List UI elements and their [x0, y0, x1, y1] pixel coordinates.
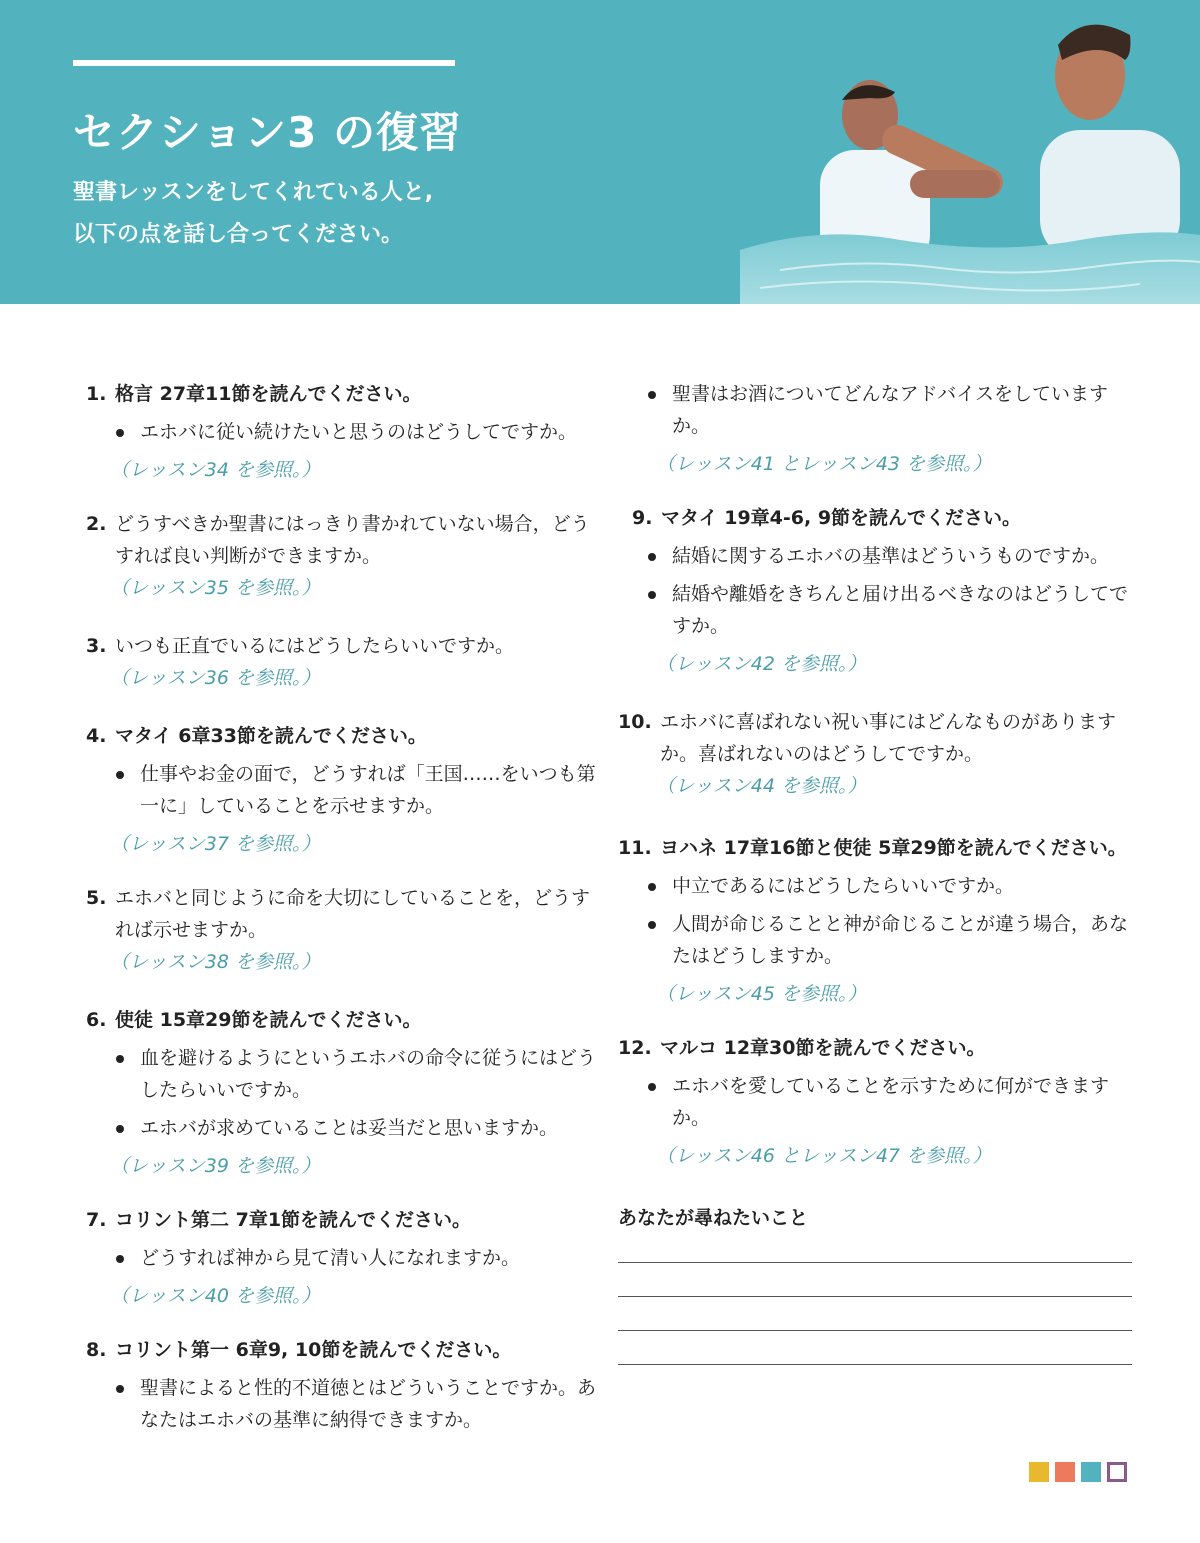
lesson-reference: （レッスン44 を参照。）: [656, 775, 867, 797]
bullet-dot-icon: [618, 870, 672, 902]
yellow-square-icon: [1029, 1462, 1049, 1482]
item-text: コリント第一 6章9, 10節を読んでください。: [115, 1339, 512, 1361]
bullet: 結婚や離婚をきちんと届け出るべきなのはどうしてですか。: [618, 578, 1138, 642]
bullet-dot-icon: [86, 758, 140, 822]
bullet-dot-icon: [618, 578, 672, 642]
review-item-10: [618, 706, 1138, 802]
lesson-reference: （レッスン34 を参照。）: [110, 459, 321, 481]
bullet-dot-icon: [618, 378, 672, 442]
review-item-8-continued: [618, 378, 1138, 480]
item-number: 1.: [86, 383, 107, 405]
lesson-reference: （レッスン38 を参照。）: [110, 951, 321, 973]
item-number: 8.: [86, 1339, 107, 1361]
review-item-11: [618, 832, 1138, 1010]
item-number: 5.: [86, 887, 107, 909]
lesson-reference: （レッスン37 を参照。）: [110, 833, 321, 855]
bullet: 中立であるにはどうしたらいいですか。: [618, 870, 1138, 902]
review-item-8: [86, 1334, 596, 1436]
answer-line[interactable]: [618, 1330, 1132, 1331]
item-number: 7.: [86, 1209, 107, 1231]
lesson-reference: （レッスン36 を参照。）: [110, 667, 321, 689]
bullet: 血を避けるようにというエホバの命令に従うにはどうしたらいいですか。: [86, 1042, 596, 1106]
review-item-2: [86, 508, 596, 604]
left-column: [86, 378, 596, 1442]
item-text: いつも正直でいるにはどうしたらいいですか。: [115, 635, 515, 657]
item-text: エホバに喜ばれない祝い事にはどんなものがありますか。喜ばれないのはどうしてですか。: [660, 711, 1117, 765]
bullet-dot-icon: [618, 540, 672, 572]
answer-line[interactable]: [618, 1364, 1132, 1365]
review-item-3: [86, 630, 596, 694]
item-number: 12.: [618, 1037, 652, 1059]
bullet-dot-icon: [618, 908, 672, 972]
bullet-dot-icon: [86, 1372, 140, 1436]
bullet: どうすれば神から見て清い人になれますか。: [86, 1242, 596, 1274]
subtitle-line-1: 聖書レッスンをしてくれている人と,: [73, 180, 434, 205]
lesson-reference: （レッスン39 を参照。）: [110, 1155, 321, 1177]
item-text: マタイ 6章33節を読んでください。: [115, 725, 427, 747]
header-banner: [0, 0, 1200, 304]
review-item-12: [618, 1032, 1138, 1172]
header-rule: [73, 60, 455, 66]
review-item-9: [618, 502, 1138, 680]
item-number: 6.: [86, 1009, 107, 1031]
purple-outline-square-icon: [1107, 1462, 1127, 1482]
item-text: マルコ 12章30節を読んでください。: [660, 1037, 986, 1059]
page-subtitle: [73, 172, 433, 256]
bullet: エホバを愛していることを示すために何ができますか。: [618, 1070, 1138, 1134]
bullet-dot-icon: [86, 1112, 140, 1144]
answer-line[interactable]: [618, 1296, 1132, 1297]
item-text: コリント第二 7章1節を読んでください。: [115, 1209, 472, 1231]
orange-square-icon: [1055, 1462, 1075, 1482]
item-number: 9.: [632, 507, 653, 529]
item-text: 使徒 15章29節を読んでください。: [115, 1009, 422, 1031]
review-item-6: [86, 1004, 596, 1182]
bullet: 聖書によると性的不道徳とはどういうことですか。あなたはエホバの基準に納得できますか。: [86, 1372, 596, 1436]
bullet: エホバが求めていることは妥当だと思いますか。: [86, 1112, 596, 1144]
item-text: エホバと同じように命を大切にしていることを，どうすれば示せますか。: [115, 887, 591, 941]
bullet-dot-icon: [86, 1242, 140, 1274]
page-title: セクション3 の復習: [73, 108, 463, 157]
item-number: 10.: [618, 711, 652, 733]
item-number: 2.: [86, 513, 107, 535]
bullet: エホバに従い続けたいと思うのはどうしてですか。: [86, 416, 596, 448]
subtitle-line-2: 以下の点を話し合ってください。: [73, 222, 404, 247]
lesson-reference: （レッスン45 を参照。）: [656, 983, 867, 1005]
bullet-dot-icon: [86, 1042, 140, 1106]
baptism-illustration: [740, 0, 1200, 304]
bullet: 結婚に関するエホバの基準はどういうものですか。: [618, 540, 1138, 572]
review-item-7: [86, 1204, 596, 1312]
lesson-reference: （レッスン46 とレッスン47 を参照。）: [656, 1145, 992, 1167]
bullet: 仕事やお金の面で，どうすれば「王国……をいつも第一に」していることを示せますか。: [86, 758, 596, 822]
bullet-dot-icon: [618, 1070, 672, 1134]
item-number: 11.: [618, 837, 652, 859]
lesson-reference: （レッスン35 を参照。）: [110, 577, 321, 599]
item-text: ヨハネ 17章16節と使徒 5章29節を読んでください。: [660, 837, 1127, 859]
lesson-reference: （レッスン41 とレッスン43 を参照。）: [656, 453, 992, 475]
item-text: 格言 27章11節を読んでください。: [115, 383, 422, 405]
bullet: 人間が命じることと神が命じることが違う場合，あなたはどうしますか。: [618, 908, 1138, 972]
item-text: マタイ 19章4-6, 9節を読んでください。: [661, 507, 1022, 529]
lesson-reference: （レッスン40 を参照。）: [110, 1285, 321, 1307]
answer-line[interactable]: [618, 1262, 1132, 1263]
item-text: どうすべきか聖書にはっきり書かれていない場合，どうすれば良い判断ができますか。: [115, 513, 590, 567]
right-column: [618, 378, 1138, 1365]
bullet: 聖書はお酒についてどんなアドバイスをしていますか。: [618, 378, 1138, 442]
teal-square-icon: [1081, 1462, 1101, 1482]
questions-section: [618, 1202, 1138, 1365]
item-number: 4.: [86, 725, 107, 747]
color-squares: [1029, 1462, 1127, 1482]
item-number: 3.: [86, 635, 107, 657]
review-item-1: [86, 378, 596, 486]
review-item-5: [86, 882, 596, 978]
lesson-reference: （レッスン42 を参照。）: [656, 653, 867, 675]
questions-label: あなたが尋ねたいこと: [618, 1207, 809, 1229]
bullet-dot-icon: [86, 416, 140, 448]
review-item-4: [86, 720, 596, 860]
